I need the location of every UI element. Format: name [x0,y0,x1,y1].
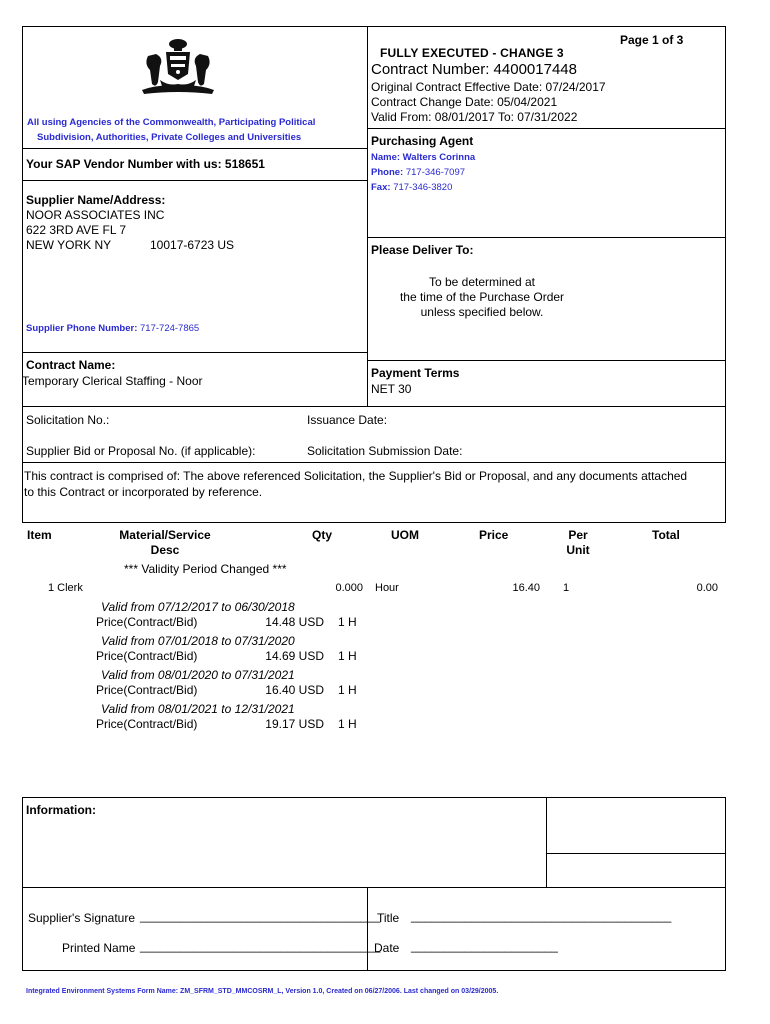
deliver-line-2: the time of the Purchase Order [399,290,565,304]
rule [546,797,547,887]
rule [546,853,726,854]
vendor-number: Your SAP Vendor Number with us: 518651 [26,157,265,171]
period-label: Price(Contract/Bid) [96,649,198,663]
col-price: Price [479,528,509,542]
rule [22,462,726,463]
period-unit: 1 H [338,683,357,697]
agent-phone-label: Phone: [371,167,404,178]
agent-fax [371,182,452,193]
supplier-phone-value: 717-724-7865 [140,323,200,334]
supplier-city: NEW YORK NY [26,238,112,252]
payment-terms-heading: Payment Terms [371,366,460,380]
supplier-bid-number: Supplier Bid or Proposal No. (if applicable): [26,444,256,458]
rule [367,237,726,238]
row-item: 1 Clerk [48,582,83,594]
row-total: 0.00 [696,582,718,594]
rule [22,887,23,971]
rule [22,180,367,181]
period-amount: 19.17 USD [265,717,324,731]
period-unit: 1 H [338,717,357,731]
rule [367,887,368,971]
contract-status: FULLY EXECUTED - CHANGE 3 [380,46,564,60]
rule [367,128,726,129]
col-uom: UOM [391,528,419,542]
supplier-phone [26,323,199,334]
rule [725,887,726,971]
rule [22,406,726,407]
frame-right [725,26,726,523]
commonwealth-seal-icon [138,36,218,98]
col-qty: Qty [312,528,333,542]
col-desc: Desc [150,543,180,557]
period-amount: 14.69 USD [265,649,324,663]
rule [22,887,726,888]
rule [725,797,726,887]
row-uom: Hour [375,582,399,594]
rule [22,970,726,971]
deliver-heading: Please Deliver To: [371,243,474,257]
rule [22,797,726,798]
purchasing-agent-heading: Purchasing Agent [371,134,474,148]
agent-fax-value: 717-346-3820 [393,182,453,193]
agencies-line-1: All using Agencies of the Commonwealth, Participating Political [27,117,316,128]
row-price: 16.40 [512,582,540,594]
title-label: Title [377,911,400,925]
supplier-heading: Supplier Name/Address: [26,193,166,207]
rule [22,148,367,149]
supplier-signature-field[interactable]: ____________________________________ [140,909,381,923]
supplier-street: 622 3RD AVE FL 7 [26,223,127,237]
period-valid: Valid from 07/01/2018 to 07/31/2020 [101,634,295,648]
period-amount: 14.48 USD [265,615,324,629]
period-unit: 1 H [338,649,357,663]
col-per: Per [568,528,588,542]
deliver-line-1: To be determined at [428,275,536,289]
supplier-phone-label: Supplier Phone Number: [26,323,138,334]
frame-left [22,26,23,523]
col-total: Total [652,528,680,542]
agent-fax-label: Fax: [371,182,391,193]
contract-name-value: Temporary Clerical Staffing - Noor [22,374,203,388]
form-footer: Integrated Environment Systems Form Name: ZM_SFRM_STD_MMCOSRM_L, Version 1.0, Created on 06/27/2006. Last changed on 03/29/2005. [26,988,499,995]
supplier-signature-label: Supplier's Signature [28,911,136,925]
period-label: Price(Contract/Bid) [96,683,198,697]
rule [22,797,23,887]
submission-date: Solicitation Submission Date: [307,444,463,458]
date-label: Date [374,941,400,955]
col-item: Item [27,528,52,542]
supplier-name: NOOR ASSOCIATES INC [26,208,165,222]
agent-phone [371,167,465,178]
period-valid: Valid from 08/01/2021 to 12/31/2021 [101,702,295,716]
frame-top [22,26,726,27]
period-valid: Valid from 08/01/2020 to 07/31/2021 [101,668,295,682]
contract-number: Contract Number: 4400017448 [371,61,577,78]
supplier-zip: 10017-6723 US [150,238,235,252]
period-label: Price(Contract/Bid) [96,717,198,731]
row-qty: 0.000 [335,582,363,594]
page-label: Page 1 of 3 [620,33,684,47]
row-per: 1 [563,582,570,594]
rule [367,360,726,361]
period-unit: 1 H [338,615,357,629]
rule [22,522,726,523]
col-unit: Unit [566,543,590,557]
rule [22,352,367,353]
agent-name: Name: Walters Corinna [371,152,476,163]
title-field[interactable]: _______________________________________ [411,909,672,923]
payment-terms-value: NET 30 [371,382,412,396]
issuance-date: Issuance Date: [307,413,388,427]
col-material: Material/Service [119,528,211,542]
date-field[interactable]: ______________________ [411,939,558,953]
information-heading: Information: [26,803,96,817]
period-amount: 16.40 USD [265,683,324,697]
solicitation-number: Solicitation No.: [26,413,110,427]
valid-range: Valid From: 08/01/2017 To: 07/31/2022 [371,110,578,124]
original-effective-date: Original Contract Effective Date: 07/24/2017 [371,80,606,94]
contract-name-heading: Contract Name: [26,358,116,372]
comprised-line-2: to this Contract or incorporated by reference. [24,485,263,499]
validity-note: *** Validity Period Changed *** [124,562,287,576]
printed-name-label: Printed Name [62,941,136,955]
column-divider [367,26,368,406]
comprised-line-1: This contract is comprised of: The above referenced Solicitation, the Supplier's Bid or Proposal, and any documents attached [24,469,688,483]
agencies-line-2: Subdivision, Authorities, Private Colleges and Universities [37,132,302,143]
agent-phone-value: 717-346-7097 [405,167,466,178]
deliver-line-3: unless specified below. [420,305,544,319]
period-label: Price(Contract/Bid) [96,615,198,629]
contract-change-date: Contract Change Date: 05/04/2021 [371,95,558,109]
period-valid: Valid from 07/12/2017 to 06/30/2018 [101,600,295,614]
printed-name-field[interactable]: ____________________________________ [140,939,381,953]
